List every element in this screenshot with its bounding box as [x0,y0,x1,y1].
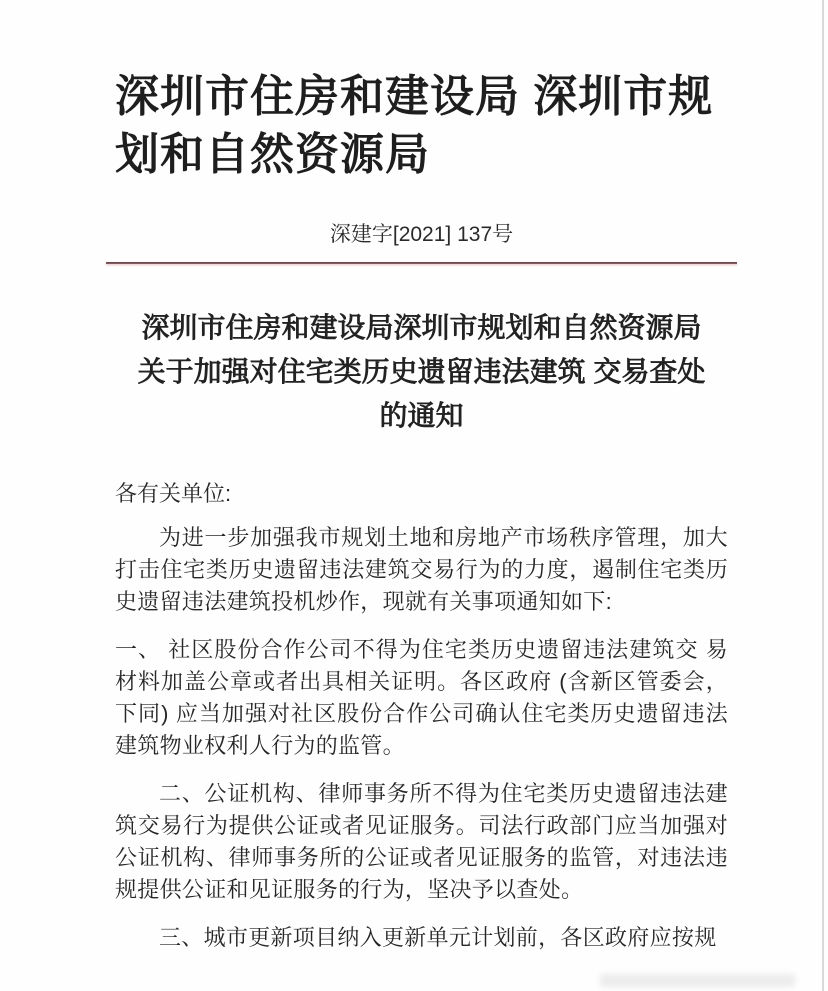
notice-title-line-1: 深圳市住房和建设局深圳市规划和自然资源局 [141,312,702,343]
paragraph-item-2: 二、公证机构、律师事务所不得为住宅类历史遗留违法建筑交易行为提供公证或者见证服务。司法行政部门应当加强对公证机构、律师事务所的公证或者见证服务的监管，对违法违规提供公证和见证服务的行为，坚决予以查处。 [115,781,728,902]
paragraph-item-3: 三、城市更新项目纳入更新单元计划前，各区政府应按规 [159,925,717,950]
agency-title [115,68,728,184]
agency-title-line-1: 深圳市住房和建设局 深圳市规 [115,72,714,121]
right-edge-line [822,0,824,991]
bottom-watermark-smudge [600,974,795,987]
notice-title-line-3: 的通知 [379,400,464,431]
doc-number: 深建字[2021] 137号 [329,223,514,246]
paragraph-intro: 为进一步加强我市规划土地和房地产市场秩序管理，加大打击住宅类历史遗留违法建筑交易行为的力度，遏制住宅类历史遗留违法建筑投机炒作，现就有关事项通知如下: [115,525,728,614]
notice-title [115,306,728,438]
salutation: 各有关单位: [115,481,232,506]
agency-title-line-2: 划和自然资源局 [115,130,430,179]
paragraph-item-1: 一、 社区股份合作公司不得为住宅类历史遗留违法建筑交 易材料加盖公章或者出具相关证明。各区政府 (含新区管委会，下同) 应当加强对社区股份合作公司确认住宅类历史遗留违法建筑物业权利人行为的监管。 [115,637,728,758]
notice-title-line-2: 关于加强对住宅类历史遗留违法建筑 交易查处 [137,356,706,387]
red-divider-line [106,262,737,264]
